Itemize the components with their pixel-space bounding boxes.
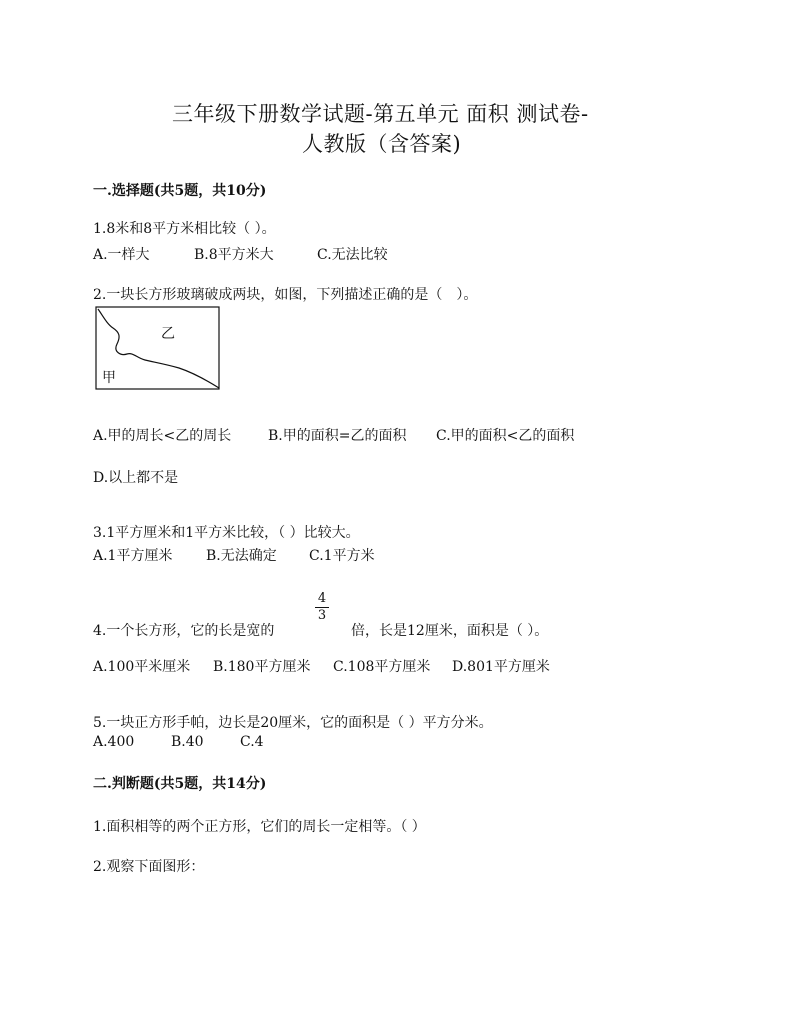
question-2-figure xyxy=(95,306,221,391)
fraction-denominator: 3 xyxy=(317,608,327,623)
figure-label-yi: 乙 xyxy=(161,326,175,342)
question-1-stem: 1.8米和8平方米相比较（ ）。 xyxy=(93,221,276,237)
question-4-option-d: D.801平方厘米 xyxy=(452,659,550,675)
page-title-line1: 三年级下册数学试题-第五单元 面积 测试卷- xyxy=(172,102,589,126)
question-2-option-c: C.甲的面积<乙的面积 xyxy=(436,428,575,444)
section-heading-choice: 一.选择题(共5题，共10分) xyxy=(93,183,267,199)
question-4-stem-before: 4.一个长方形，它的长是宽的 xyxy=(93,623,275,639)
question-4-fraction xyxy=(315,592,329,623)
question-1-option-a: A.一样大 xyxy=(93,247,150,263)
question-5-option-c: C.4 xyxy=(240,734,264,750)
page-title-line2: 人教版（含答案) xyxy=(302,132,462,156)
question-2-option-a: A.甲的周长<乙的周长 xyxy=(93,428,232,444)
question-5-stem: 5.一块正方形手帕，边长是20厘米，它的面积是（ ）平方分米。 xyxy=(93,715,493,731)
judgement-question-2: 2.观察下面图形： xyxy=(93,859,205,875)
question-1-option-c: C.无法比较 xyxy=(317,247,388,263)
question-4-option-c: C.108平方厘米 xyxy=(333,659,431,675)
question-3-option-b: B.无法确定 xyxy=(206,548,277,564)
question-2-option-b: B.甲的面积=乙的面积 xyxy=(268,428,407,444)
question-2-stem: 2.一块长方形玻璃破成两块，如图，下列描述正确的是（ ）。 xyxy=(93,287,478,303)
fraction-numerator: 4 xyxy=(317,591,327,606)
question-3-stem: 3.1平方厘米和1平方米比较，（ ）比较大。 xyxy=(93,525,360,541)
question-1-option-b: B.8平方米大 xyxy=(194,247,274,263)
judgement-question-1: 1.面积相等的两个正方形，它们的周长一定相等。（ ） xyxy=(93,819,426,835)
question-4-option-b: B.180平方厘米 xyxy=(213,659,311,675)
question-4-stem-after: 倍，长是12厘米，面积是（ ）。 xyxy=(351,623,549,639)
crack-line xyxy=(98,309,219,388)
question-3-option-c: C.1平方米 xyxy=(309,548,375,564)
question-5-option-a: A.400 xyxy=(93,734,135,750)
question-4-option-a: A.100平米厘米 xyxy=(93,659,191,675)
question-3-option-a: A.1平方厘米 xyxy=(93,548,173,564)
figure-label-jia: 甲 xyxy=(102,370,116,386)
question-2-option-d: D.以上都不是 xyxy=(93,470,179,486)
section-heading-judgement: 二.判断题(共5题，共14分) xyxy=(93,776,267,792)
question-5-option-b: B.40 xyxy=(171,734,204,750)
